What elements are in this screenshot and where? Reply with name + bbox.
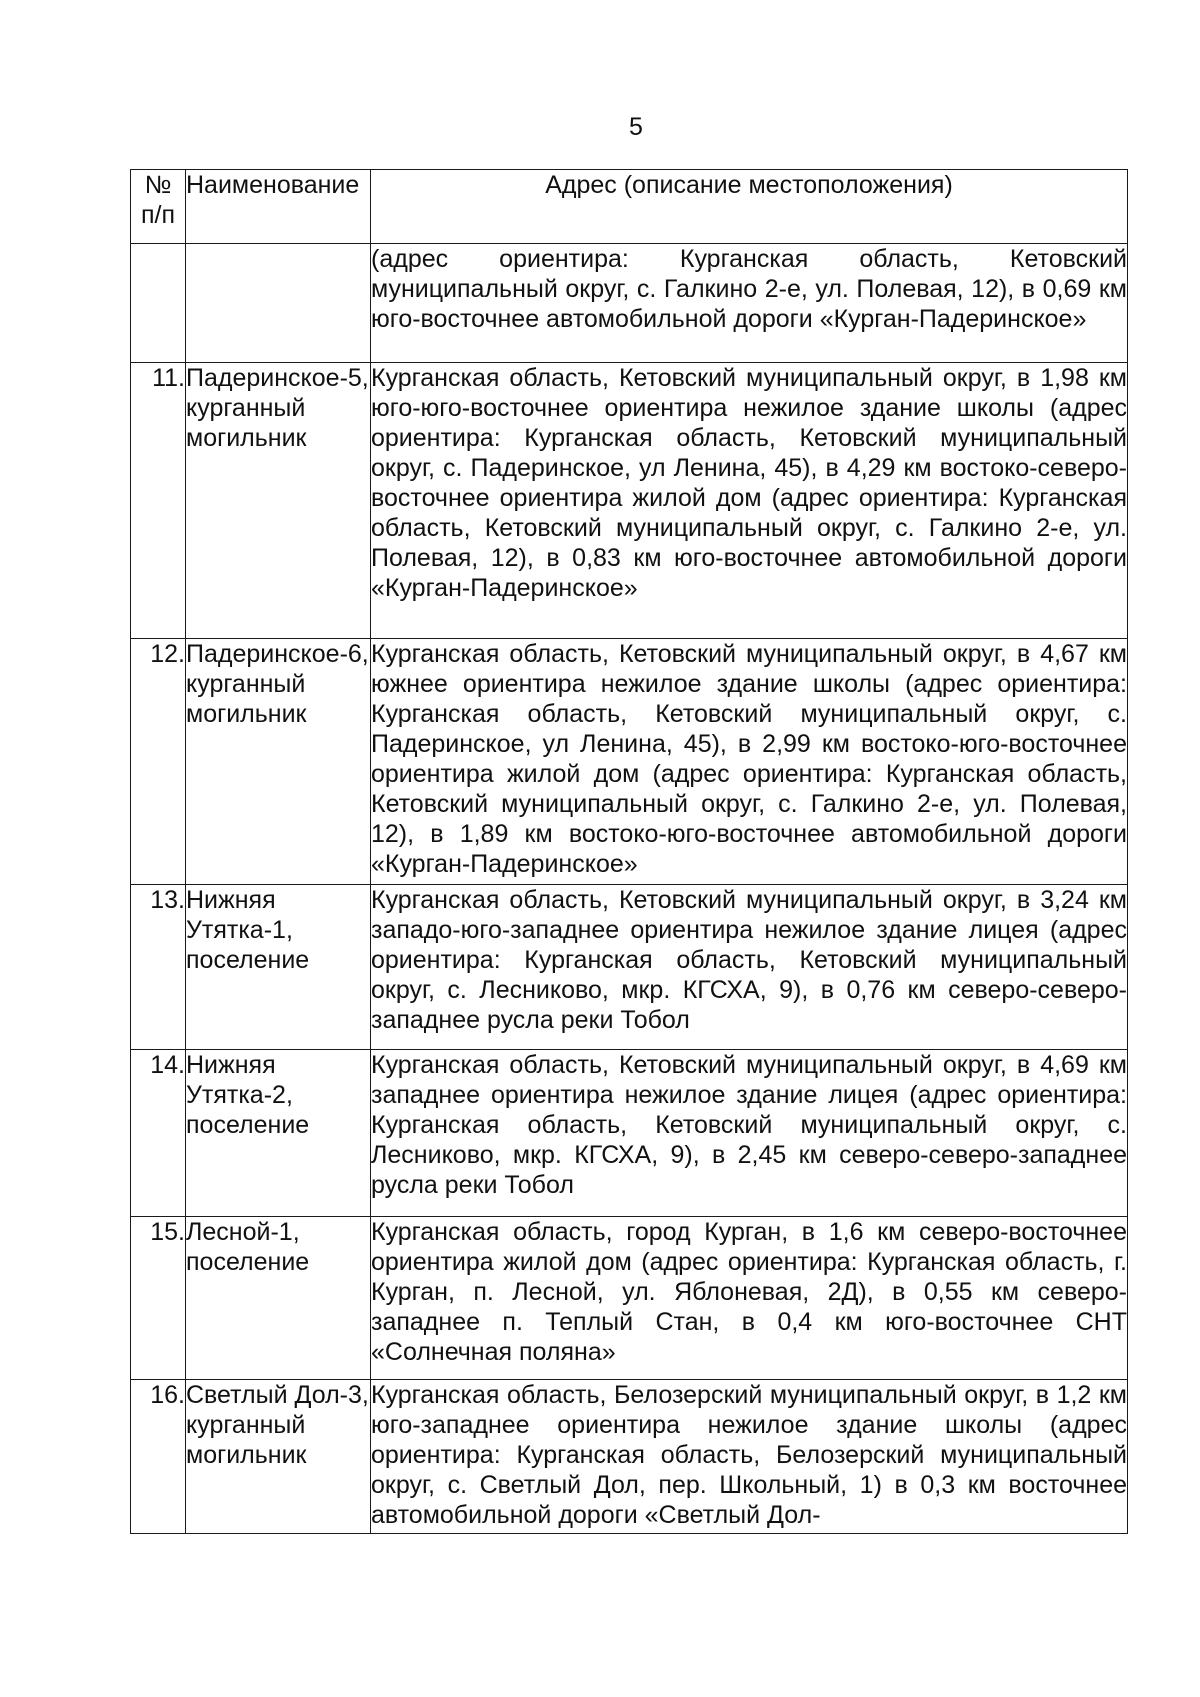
- table-row: [131, 1217, 1128, 1380]
- header-address: [371, 170, 1128, 244]
- row-name-cell: [186, 363, 371, 639]
- table-row: [131, 639, 1128, 885]
- table-header-row: [131, 170, 1128, 244]
- row-name: Светлый Дол-3, курганный могильник: [186, 1381, 369, 1469]
- row-number-cell: [131, 363, 186, 639]
- row-number: 11.: [152, 364, 185, 392]
- row-address: Курганская область, Кетовский муниципальный округ, в 3,24 км западо-юго-западнее ориентира нежилое здание лицея (адрес ориентира: Курганская область, Кетовский муниципальный округ, с. Лесниково, мкр. КГСХА, 9), в 0,76 км северо-северо-западнее русла реки Тобол: [371, 886, 1127, 1034]
- row-number-cell: [131, 1217, 186, 1380]
- row-number: 16.: [150, 1381, 185, 1409]
- row-name-cell: [186, 244, 371, 363]
- row-name: Падеринское-5, курганный могильник: [186, 364, 369, 452]
- row-address: Курганская область, Кетовский муниципальный округ, в 4,67 км южнее ориентира нежилое здание школы (адрес ориентира: Курганская область, Кетовский муниципальный округ, с. Падеринское, ул Ленина, 45), в 2,99 км востоко-юго-восточнее ориентира жилой дом (адрес ориентира: Курганская область, Кетовский муниципальный округ, с. Галкино 2-е, ул. Полевая, 12), в 1,89 км востоко-юго-восточнее автомобильной дороги «Курган-Падеринское»: [371, 640, 1127, 878]
- row-number: 13.: [150, 886, 185, 914]
- row-number-cell: [131, 1050, 186, 1217]
- row-address: (адрес ориентира: Курганская область, Кетовский муниципальный округ, с. Галкино 2-е, ул. Полевая, 12), в 0,69 км юго-восточнее автомобильной дороги «Курган-Падеринское»: [371, 245, 1127, 333]
- row-name-cell: [186, 1380, 371, 1534]
- header-number-label: № п/п: [140, 171, 176, 229]
- row-address: Курганская область, Белозерский муниципальный округ, в 1,2 км юго-западнее ориентира нежилое здание школы (адрес ориентира: Курганская область, Белозерский муниципальный округ, с. Светлый Дол, пер. Школьный, 1) в 0,3 км восточнее автомобильной дороги «Светлый Дол-: [371, 1381, 1127, 1529]
- row-number: 12.: [150, 640, 185, 668]
- row-name-cell: [186, 885, 371, 1050]
- table-row: [131, 244, 1128, 363]
- row-number-cell: [131, 639, 186, 885]
- row-name: Нижняя Утятка-2, поселение: [186, 1051, 310, 1139]
- table-row: [131, 1380, 1128, 1534]
- row-address: Курганская область, Кетовский муниципальный округ, в 1,98 км юго-юго-восточнее ориентира нежилое здание школы (адрес ориентира: Курганская область, Кетовский муниципальный округ, с. Падеринское, ул Ленина, 45), в 4,29 км востоко-северо-восточнее ориентира жилой дом (адрес ориентира: Курганская область, Кетовский муниципальный округ, с. Галкино 2-е, ул. Полевая, 12), в 0,83 км юго-восточнее автомобильной дороги «Курган-Падеринское»: [371, 364, 1127, 602]
- row-address-cell: [371, 363, 1128, 639]
- row-address: Курганская область, Кетовский муниципальный округ, в 4,69 км западнее ориентира нежилое здание лицея (адрес ориентира: Курганская область, Кетовский муниципальный округ, с. Лесниково, мкр. КГСХА, 9), в 2,45 км северо-северо-западнее русла реки Тобол: [371, 1051, 1127, 1199]
- row-name-cell: [186, 1050, 371, 1217]
- page-number: 5: [629, 113, 643, 141]
- row-number-cell: [131, 244, 186, 363]
- row-name: Лесной-1, поселение: [186, 1218, 310, 1276]
- row-name-cell: [186, 1217, 371, 1380]
- row-address-cell: [371, 639, 1128, 885]
- row-number-cell: [131, 885, 186, 1050]
- header-name-label: Наименование: [186, 171, 360, 199]
- row-address-cell: [371, 244, 1128, 363]
- row-number-cell: [131, 1380, 186, 1534]
- row-number: 14.: [150, 1051, 185, 1079]
- row-name-cell: [186, 639, 371, 885]
- registry-table: [130, 169, 1128, 1534]
- table-row: [131, 885, 1128, 1050]
- row-name: Нижняя Утятка-1, поселение: [186, 886, 310, 974]
- header-name: [186, 170, 371, 244]
- row-number: 15.: [150, 1218, 185, 1246]
- row-address-cell: [371, 885, 1128, 1050]
- row-address-cell: [371, 1380, 1128, 1534]
- header-address-label: Адрес (описание местоположения): [545, 171, 953, 199]
- header-number: [131, 170, 186, 244]
- row-address-cell: [371, 1217, 1128, 1380]
- row-address: Курганская область, город Курган, в 1,6 км северо-восточнее ориентира жилой дом (адрес ориентира: Курганская область, г. Курган, п. Лесной, ул. Яблоневая, 2Д), в 0,55 км северо-западнее п. Теплый Стан, в 0,4 км юго-восточнее СНТ «Солнечная поляна»: [371, 1218, 1127, 1366]
- table-row: [131, 363, 1128, 639]
- row-name: Падеринское-6, курганный могильник: [186, 640, 369, 728]
- table-row: [131, 1050, 1128, 1217]
- row-address-cell: [371, 1050, 1128, 1217]
